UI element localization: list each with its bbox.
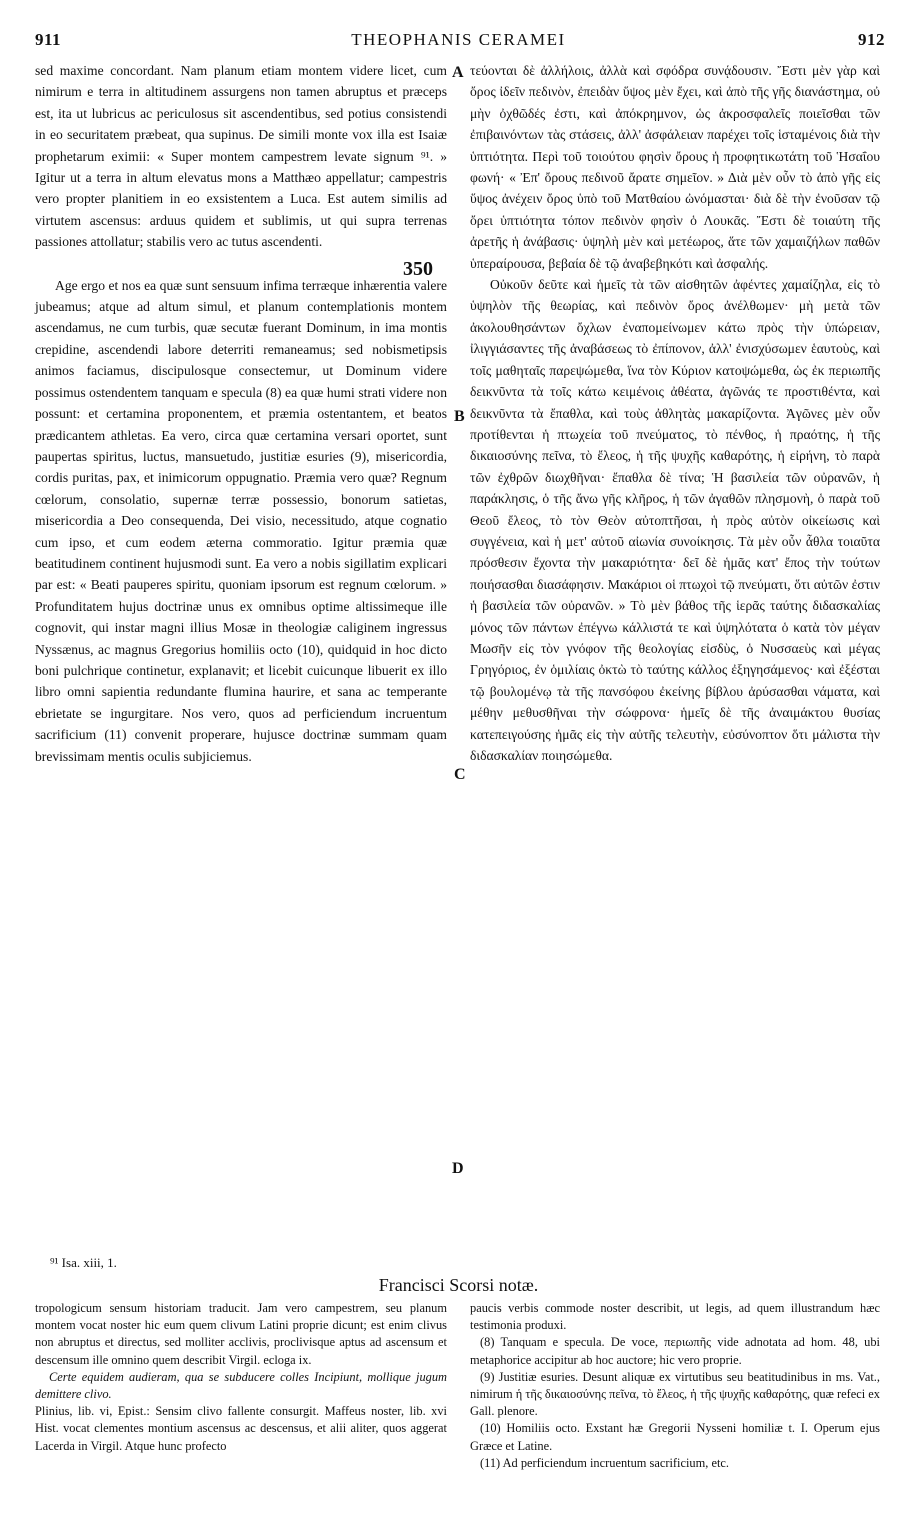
reference-number: 350 [403, 258, 433, 280]
running-title: THEOPHANIS CERAMEI [351, 30, 566, 49]
note-paragraph: tropologicum sensum historiam traducit. Jam vero campestrem, seu planum montem vocat noster hic eum quem clivum Latini proprie dicunt; est enim clivus non abruptus et directus, sed molliter acclivis, proclivisque aptus ad ascensum et descensum ille omnino quem describit Virgil. ecloga ix. [35, 1301, 447, 1367]
note-item: (11) Ad perficiendum incruentum sacrificium, etc. [480, 1455, 729, 1470]
latin-column [35, 60, 447, 767]
greek-paragraph-1: τεύονται δὲ ἀλλήλοις, ἀλλὰ καὶ σφόδρα συνᾴδουσιν. Ἔστι μὲν γὰρ καὶ ὄρος ἰδεῖν πεδινὸν, ἐπειδὰν ὕψος μὲν ἔχει, καὶ ἀπὸ τῆς γῆς διανάστημα, οὐ μὴν ὀχθῶδές ἐστι, καὶ ἀπόκρημνον, ὡς ἀκροσφαλεῖς ποιεῖσθαι τῶν ἐπιβαινόντων τὰς στάσεις, ἀλλ' ἀσφάλειαν παρέχει τοῖς ἱσταμένοις διὰ τὴν ὑπτιότητα. Περὶ τοῦ τοιούτου φησὶν ὄρους ἡ προφητικωτάτη τοῦ Ἡσαΐου φωνή· « Ἐπ' ὄρους πεδινοῦ ἄρατε σημεῖον. » Διὰ μὲν οὖν τὸ ἀπὸ γῆς εἰς ὕψος ἀνέχειν ὄρος ὑπὸ τοῦ Ματθαίου ὠνόμασται· διὰ δὲ τὴν ἐνοῦσαν τῷ ὄρει ὑπτιότητα τόπον πεδινὸν φησὶν ὁ Λουκᾶς. Ἔστι δὲ τοιαύτη τῆς ἀρετῆς ἡ ἀνάβασις· ὑψηλὴ μὲν καὶ μετέωρος, ἅτε τῶν χαμαιζήλων παθῶν ὑπεραίρουσα, βεβαία δὲ τῷ ἀναβεβηκότι καὶ ἀσφαλής. [470, 63, 880, 271]
margin-marker-c: C [454, 766, 466, 783]
greek-column [470, 60, 880, 766]
note-item: (8) Tanquam e specula. De voce, περιωπῆς vide adnotata ad hom. 48, ubi metaphorice accipitur ab hoc auctore; hic vero proprie. [470, 1335, 880, 1367]
greek-paragraph-2: Οὐκοῦν δεῦτε καὶ ἡμεῖς τὰ τῶν αἰσθητῶν ἀφέντες χαμαίζηλα, εἰς τὸ ὑψηλὸν τῆς θεωρίας, καὶ πεδινὸν ὄρος ἀνέλθωμεν· μὴ μετὰ τῶν ἀκολουθησάντων ὄχλων ἐναπομείνωμεν κάτω πρὸς τὴν ὑπώρειαν, ἰλιγγιάσαντες τῆς ἀναβάσεως τὸ ἐπίπονον, ἀλλ' ἐνισχύσωμεν ἑαυτοὺς, καὶ τοῖς μαθηταῖς παρεψώμεθα, ἵνα τὸν Κύριον κατοψώμεθα, ὡς ἐκ περιωπῆς δεικνῦντα τὰ τοῖς κάτω κειμένοις ἀθέατα, ἀγῶνάς τε προστιθέντα, καὶ δεικνῦντα τὰ ἔπαθλα, καὶ τοὺς ἀθλητὰς μακαρίζοντα. Ἀγῶνες μὲν οὖν προτίθενται ἡ πτωχεία τοῦ πνεύματος, τὸ πένθος, ἡ πραότης, ἡ τῆς δικαιοσύνης πεῖνα, τὸ ἔλεος, ἡ τῆς ψυχῆς καθαρότης, ἡ εἰρήνη, τὸ παρὰ τῶν ἐχθρῶν διωχθῆναι· ἔπαθλα δὲ τίνα; Ἡ βασιλεία τῶν οὐρανῶν, ἡ παράκλησις, ὁ τῆς ἄνω γῆς κλῆρος, ἡ τῶν ἀγαθῶν πλησμονὴ, ὁ παρὰ τοῦ Θεοῦ ἔλεος, τὸ τὸν Θεὸν αὐτοπτῆσαι, ἡ πρὸς αὐτὸν οἰκείωσις καὶ συγγένεια, καὶ ἡ μετ' αὐτοῦ αἰωνία συνοίκησις. Τὰ μὲν οὖν ἆθλα τοιαῦτα πρόσθεσιν ἔχοντα τὴν μακαριότητα· δεῖ δὲ ἡμᾶς κατ' ἔπος τὴν τούτων ποιήσασθαι διασάφησιν. Μακάριοι οἱ πτωχοὶ τῷ πνεύματι, ὅτι αὐτῶν ἐστιν ἡ βασιλεία τῶν οὐρανῶν. » Τὸ μὲν βάθος τῆς ἱερᾶς ταύτης διδασκαλίας μόνος τῶν πάντων ἐπέγνω κάλλιστά τε καὶ ὑψηλότατα ὁ κατὰ τὸν μέγαν Μωσῆν εἰς τὸν γνόφον τῆς θεολογίας εἰσδὺς, ὁ Νυσσαεὺς καὶ μέγας Γρηγόριος, ἐν ὁμιλίαις ὀκτὼ τὸ ταύτης κάλλος ἐξηγησάμενος· καὶ ἐξέσται τῷ βουλομένῳ τὰ τῆς πανσόφου ἐκείνης βίβλου ἀρύσασθαι νάματα, καὶ μέθην μεθυσθῆναι τὴν σώφρονα· ἡμεῖς δὲ τῆς ἀναιμάκτου θυσίας κατεπειγούσης ἡμᾶς εἰς τὴν αὐτῆς τελευτὴν, εὐσύνοπτον ὅτι μάλιστα τὴν διδασκαλίαν ποιησώμεθα. [470, 277, 880, 763]
margin-marker-d: D [452, 1160, 464, 1177]
note-item: (9) Justitiæ esuries. Desunt aliquæ ex virtutibus seu beatitudinibus in ms. Vat., nimirum ἡ τῆς δικαιοσύνης πεῖνα, τὸ ἔλεος, ἡ τῆς ψυχῆς καθαρότης, quæ refeci ex Gall. plenore. [470, 1369, 880, 1419]
latin-paragraph-1: sed maxime concordant. Nam planum etiam montem videre licet, cum nimirum e terra in altitudinem assurgens non tamen abruptus et præceps est, ita ut lubricus ac periculosus sit ascendentibus, sed potius consistendi in eo securitatem præbeat, qua supinus. De simili monte vox illa est Isaiæ prophetarum eximii: « Super montem campestrem levate signum ⁹¹. » Igitur ut a terra in altum elevatus mons a Matthæo appellatur; campestris vero propter planitiem in eo exsistentem a Luca. Est autem similis ad virtutem ascensus: arduus quidem et sublimis, ut qui supra terrenas passiones attollatur; stabilis vero ac tutus ascendenti. [35, 63, 447, 250]
notes-heading: Francisci Scorsi notæ. [378, 1275, 539, 1295]
note-verse: Certe equidem audieram, qua se subducere colles Incipiunt, mollique jugum demittere clivo. [35, 1369, 447, 1402]
left-page-number: 911 [35, 30, 62, 49]
footnote: ⁹¹ Isa. xiii, 1. [50, 1255, 117, 1270]
margin-marker-b: B [454, 408, 465, 425]
note-item: (10) Homiliis octo. Exstant hæ Gregorii Nysseni homiliæ t. I. Operum ejus Græce et Latine. [470, 1421, 880, 1453]
notes-left-column [35, 1300, 447, 1455]
right-page-number: 912 [858, 30, 885, 49]
notes-right-column [470, 1300, 880, 1472]
margin-marker-a: A [452, 64, 464, 81]
note-paragraph: Plinius, lib. vi, Epist.: Sensim clivo fallente consurgit. Maffeus noster, lib. xvi Hist. vocat clementes montium ascensus ac descensus, et alii aliter, quos aggerat Lacerda in Virgil. Atque hunc profecto [35, 1404, 447, 1453]
note-paragraph: paucis verbis commode noster describit, ut legis, ad quem illustrandum hæc testimonia produxi. [470, 1301, 880, 1333]
latin-paragraph-2: Age ergo et nos ea quæ sunt sensuum infima terræque inhærentia valere jubeamus; atque ad altum simul, et planum contemplationis montem ascendamus, ne cum turbis, quæ secutæ fuerant Dominum, in ima montis crepidine, ascendendi labore deterriti remaneamus; sed nobismetipsis animos faciamus, discipulosque consectemur, ut Dominum videre possimus ostendentem tanquam e specula (8) ea quæ humi strati videre non possunt: et certamina proponentem, et præmia ostentantem, et beatos prædicantem athletas. Ea vero, circa quæ certamina versari oportet, sunt paupertas spiritus, luctus, mansuetudo, justitiæ esuries (9), misericordia, cordis puritas, pax, et inimicorum oppugnatio. Præmia vero quæ? Regnum cœlorum, consolatio, supernæ terræ possessio, bonorum satietas, misericordia a Deo consequenda, Dei visio, necessitudo, atque cognatio cum ipso, et cum eodem æterna commoratio. Igitur præmia quæ beatitudinem continent hujusmodi sunt. Ea vero a nobis sigillatim explicari par est: « Beati pauperes spiritu, quoniam ipsorum est regnum cœlorum. » Profunditatem hujus doctrinæ unus ex omnibus optime altissimeque ille cognovit, qui instar magni illius Mosæ in theologiæ caliginem ingressus Nyssænus, ac magnus Gregorius homiliis octo (10), quidquid in hoc dicto boni pulchrique continetur, explanavit; et licebit cuicunque libuerit ex illo libro omni sapientia redundante flumina haurire, et sana ac temperante ebrietate se ingurgitare. Nos vero, quos ad perficiendum incruentum sacrificium (11) convenit properare, hujusce doctrinæ summam quam brevissimam mentis oculis subjiciemus. [35, 277, 447, 764]
